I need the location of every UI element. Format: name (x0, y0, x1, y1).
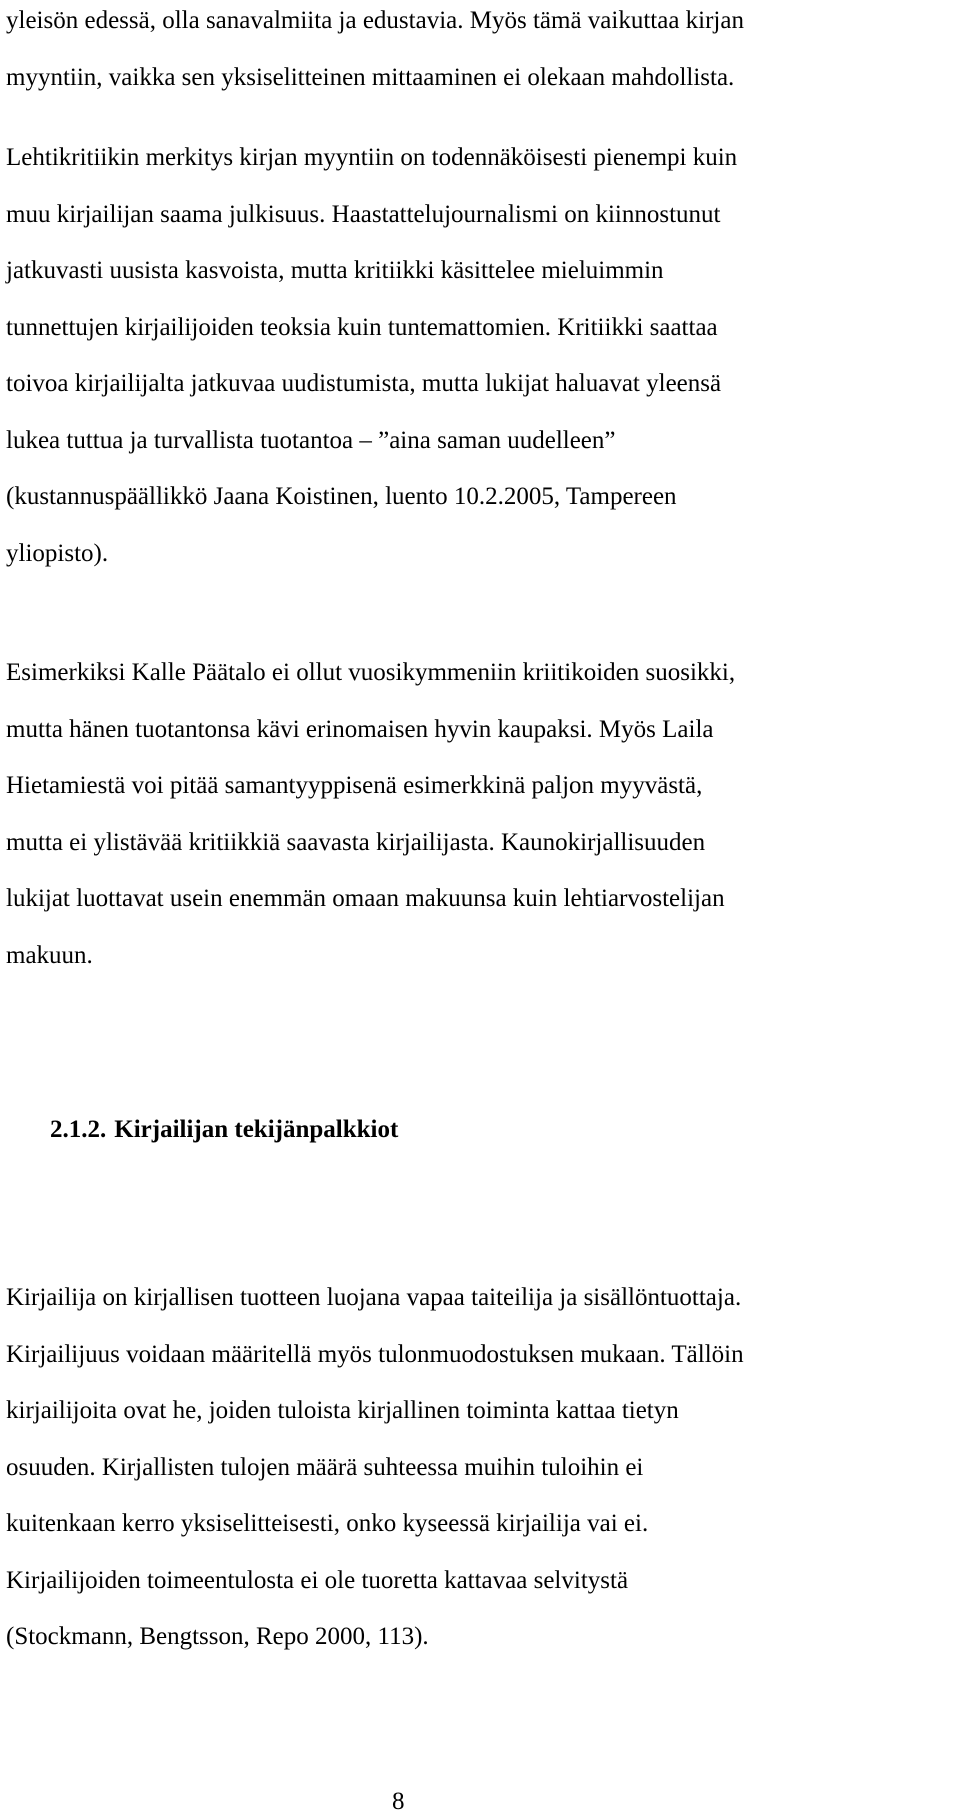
page-number: 8 (392, 1788, 405, 1815)
text-line: yleisön edessä, olla sanavalmiita ja edustavia. Myös tämä vaikuttaa kirjan (6, 7, 744, 34)
text-line: osuuden. Kirjallisten tulojen määrä suhteessa muihin tuloihin ei (6, 1453, 644, 1481)
text-line: yliopisto). (6, 539, 109, 567)
text-line: tunnettujen kirjailijoiden teoksia kuin tuntemattomien. Kritiikki saattaa (6, 313, 718, 341)
text-line: makuun. (6, 941, 93, 969)
text-line: kirjailijoita ovat he, joiden tuloista kirjallinen toiminta kattaa tietyn (6, 1397, 679, 1424)
text-line: Kirjailija on kirjallisen tuotteen luojana vapaa taiteilija ja sisällöntuottaja. (6, 1284, 742, 1311)
paragraph-4 (6, 1270, 946, 1666)
text-line: lukea tuttua ja turvallista tuotantoa – ”aina saman uudelleen” (6, 426, 616, 454)
text-line: Lehtikritiikin merkitys kirjan myyntiin on todennäköisesti pienempi kuin (6, 144, 738, 171)
text-line: muu kirjailijan saama julkisuus. Haastattelujournalismi on kiinnostunut (6, 200, 721, 228)
text-line: Kirjailijoiden toimeentulosta ei ole tuoretta kattavaa selvitystä (6, 1566, 629, 1594)
text-line: jatkuvasti uusista kasvoista, mutta kritiikki käsittelee mieluimmin (6, 257, 664, 284)
text-line: Kirjailijuus voidaan määritellä myös tulonmuodostuksen mukaan. Tällöin (6, 1340, 744, 1368)
text-line: Esimerkiksi Kalle Päätalo ei ollut vuosikymmeniin kriitikoiden suosikki, (6, 659, 736, 686)
text-line: toivoa kirjailijalta jatkuvaa uudistumista, mutta lukijat haluavat yleensä (6, 370, 722, 397)
section-number: 2.1.2. (50, 1116, 107, 1143)
text-line: mutta hänen tuotantonsa kävi erinomaisen hyvin kaupaksi. Myös Laila (6, 715, 714, 743)
text-line: kuitenkaan kerro yksiselitteisesti, onko kyseessä kirjailija vai ei. (6, 1510, 649, 1537)
paragraph-1 (6, 0, 946, 106)
text-line: mutta ei ylistävää kritiikkiä saavasta kirjailijasta. Kaunokirjallisuuden (6, 828, 706, 856)
section-heading (50, 1110, 398, 1150)
text-line: (Stockmann, Bengtsson, Repo 2000, 113). (6, 1623, 429, 1650)
paragraph-2 (6, 130, 946, 582)
text-line: myyntiin, vaikka sen yksiselitteinen mittaaminen ei olekaan mahdollista. (6, 63, 735, 91)
paragraph-3 (6, 645, 946, 984)
text-line: Hietamiestä voi pitää samantyyppisenä esimerkkinä paljon myyvästä, (6, 772, 703, 799)
section-title: Kirjailijan tekijänpalkkiot (114, 1116, 399, 1143)
text-line: lukijat luottavat usein enemmän omaan makuunsa kuin lehtiarvostelijan (6, 885, 725, 912)
text-line: (kustannuspäällikkö Jaana Koistinen, luento 10.2.2005, Tampereen (6, 483, 677, 510)
